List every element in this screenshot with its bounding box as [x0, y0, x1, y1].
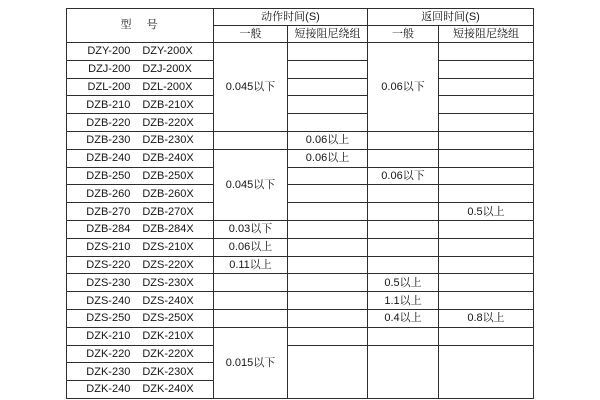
model-name-x: DZB-220X	[142, 116, 194, 129]
value-cell: 1.1以上	[368, 292, 439, 310]
empty-cell	[368, 149, 439, 167]
empty-cell	[214, 292, 288, 310]
empty-cell	[439, 274, 534, 292]
empty-cell	[368, 256, 439, 274]
model-cell	[67, 60, 214, 78]
empty-cell	[439, 256, 534, 274]
model-cell	[67, 96, 214, 114]
model-cell	[67, 345, 214, 363]
model-name-x: DZB-270X	[142, 205, 194, 218]
empty-cell	[368, 220, 439, 238]
table-row	[67, 149, 534, 167]
model-name: DZK-220	[86, 347, 131, 360]
empty-cell	[439, 114, 534, 132]
empty-cell	[439, 238, 534, 256]
value-cell: 0.06以上	[214, 238, 288, 256]
model-name: DZB-250	[86, 169, 131, 182]
value-cell: 0.06以上	[288, 149, 368, 167]
model-cell	[67, 381, 214, 399]
model-cell	[67, 256, 214, 274]
model-name: DZS-230	[86, 276, 131, 289]
table-row	[67, 78, 534, 96]
return-time-header: 返回时间(S)	[368, 9, 534, 26]
model-name: DZB-284	[86, 223, 131, 236]
empty-cell	[439, 185, 534, 203]
empty-cell	[288, 60, 368, 78]
table-row	[67, 220, 534, 238]
empty-cell	[439, 43, 534, 61]
value-cell: 0.06以下	[368, 167, 439, 185]
model-name-x: DZB-230X	[142, 134, 194, 147]
value-cell: 0.11以上	[214, 256, 288, 274]
model-name-x: DZJ-200X	[142, 63, 192, 76]
model-name-x: DZK-220X	[142, 347, 194, 360]
empty-cell	[288, 43, 368, 61]
model-name-x: DZS-250X	[142, 312, 194, 325]
model-name: DZB-260	[86, 187, 131, 200]
empty-cell	[439, 292, 534, 310]
value-cell: 0.045以下	[214, 43, 288, 132]
table-row	[67, 309, 534, 327]
model-name-x: DZS-210X	[142, 241, 194, 254]
model-cell	[67, 167, 214, 185]
model-name: DZB-270	[86, 205, 131, 218]
empty-cell	[288, 238, 368, 256]
empty-cell	[439, 96, 534, 114]
table-row	[67, 131, 534, 149]
value-cell: 0.03以下	[214, 220, 288, 238]
empty-cell	[368, 345, 439, 398]
model-name-x: DZB-260X	[142, 187, 194, 200]
empty-cell	[439, 60, 534, 78]
model-cell	[67, 131, 214, 149]
return-damping-header: 短接阻尼绕组	[439, 26, 534, 43]
value-cell: 0.045以下	[214, 149, 288, 220]
model-name: DZS-250	[86, 312, 131, 325]
table-row	[67, 96, 534, 114]
model-name-x: DZK-230X	[142, 365, 194, 378]
empty-cell	[288, 292, 368, 310]
model-cell	[67, 114, 214, 132]
model-name: DZJ-200	[88, 63, 131, 76]
empty-cell	[288, 96, 368, 114]
table-row	[67, 327, 534, 345]
model-name-x: DZK-240X	[142, 383, 194, 396]
model-name: DZS-220	[86, 258, 131, 271]
empty-cell	[288, 256, 368, 274]
empty-cell	[439, 78, 534, 96]
empty-cell	[439, 167, 534, 185]
value-cell: 0.4以上	[368, 309, 439, 327]
table-row	[67, 256, 534, 274]
value-cell: 0.06以下	[368, 43, 439, 132]
model-name-x: DZY-200X	[142, 45, 193, 58]
header-row-groups	[67, 9, 534, 26]
action-damping-header: 短接阻尼绕组	[288, 26, 368, 43]
empty-cell	[288, 220, 368, 238]
empty-cell	[288, 274, 368, 292]
empty-cell	[214, 309, 288, 327]
model-name-x: DZB-284X	[142, 223, 194, 236]
model-cell	[67, 185, 214, 203]
table-row	[67, 345, 534, 363]
model-name-x: DZB-210X	[142, 98, 194, 111]
value-cell: 0.8以上	[439, 309, 534, 327]
empty-cell	[368, 185, 439, 203]
model-name: DZK-210	[86, 330, 131, 343]
empty-cell	[214, 131, 288, 149]
empty-cell	[439, 345, 534, 398]
model-name: DZB-240	[86, 152, 131, 165]
empty-cell	[439, 220, 534, 238]
table-row	[67, 185, 534, 203]
empty-cell	[368, 203, 439, 221]
value-cell: 0.5以上	[368, 274, 439, 292]
empty-cell	[288, 345, 368, 398]
model-name-x: DZB-250X	[142, 169, 194, 182]
model-cell	[67, 327, 214, 345]
model-name-x: DZS-220X	[142, 258, 194, 271]
action-general-header: 一般	[214, 26, 288, 43]
empty-cell	[288, 309, 368, 327]
model-cell	[67, 220, 214, 238]
model-cell	[67, 203, 214, 221]
empty-cell	[288, 114, 368, 132]
model-name: DZB-220	[86, 116, 131, 129]
model-name: DZK-230	[86, 365, 131, 378]
table-row	[67, 238, 534, 256]
table-row	[67, 274, 534, 292]
model-cell	[67, 149, 214, 167]
model-cell	[67, 274, 214, 292]
model-name-x: DZS-230X	[142, 276, 194, 289]
return-general-header: 一般	[368, 26, 439, 43]
table-row	[67, 60, 534, 78]
empty-cell	[288, 185, 368, 203]
value-cell: 0.06以上	[288, 131, 368, 149]
model-name: DZY-200	[87, 45, 131, 58]
value-cell: 0.015以下	[214, 327, 288, 398]
empty-cell	[288, 203, 368, 221]
model-name: DZL-200	[87, 80, 131, 93]
empty-cell	[439, 131, 534, 149]
action-time-header: 动作时间(S)	[214, 9, 368, 26]
model-name-x: DZS-240X	[142, 294, 194, 307]
empty-cell	[288, 167, 368, 185]
model-cell	[67, 238, 214, 256]
table-row	[67, 167, 534, 185]
empty-cell	[439, 149, 534, 167]
model-cell	[67, 78, 214, 96]
table-row	[67, 292, 534, 310]
model-name: DZK-240	[86, 383, 131, 396]
empty-cell	[368, 238, 439, 256]
spec-table	[66, 8, 534, 399]
model-name: DZB-210	[86, 98, 131, 111]
model-name-x: DZB-240X	[142, 152, 194, 165]
model-name-x: DZL-200X	[142, 80, 193, 93]
empty-cell	[368, 131, 439, 149]
model-cell	[67, 363, 214, 381]
model-name: DZB-230	[86, 134, 131, 147]
model-name: DZS-240	[86, 294, 131, 307]
table-row	[67, 114, 534, 132]
empty-cell	[288, 327, 368, 345]
empty-cell	[288, 78, 368, 96]
empty-cell	[439, 327, 534, 345]
table-row	[67, 203, 534, 221]
model-cell	[67, 292, 214, 310]
value-cell: 0.5以上	[439, 203, 534, 221]
model-column-header: 型 号	[67, 9, 214, 43]
model-name: DZS-210	[86, 241, 131, 254]
model-cell	[67, 43, 214, 61]
model-name-x: DZK-210X	[142, 330, 194, 343]
empty-cell	[214, 274, 288, 292]
model-cell	[67, 309, 214, 327]
empty-cell	[368, 327, 439, 345]
table-row	[67, 43, 534, 61]
